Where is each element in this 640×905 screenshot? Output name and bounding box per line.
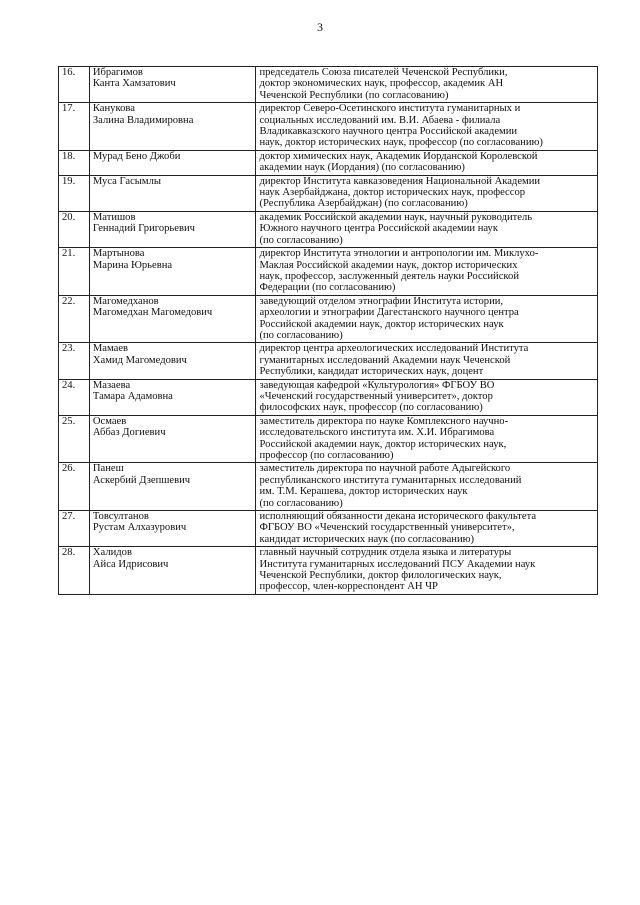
- row-number: 27.: [59, 511, 90, 547]
- position-line: Российской академии наук, доктор исторических наук,: [259, 438, 507, 450]
- table-row: [59, 295, 598, 343]
- position-line: Южного научного центра Российской академии наук: [259, 223, 499, 235]
- member-name: [89, 343, 256, 379]
- member-position: [256, 415, 598, 463]
- page-number: 3: [317, 20, 323, 34]
- table-row: [59, 415, 598, 463]
- name-line: Мамаев: [92, 343, 129, 355]
- position-line: исследовательского института им. Х.И. Ибрагимова: [259, 427, 495, 439]
- position-line: исполняющий обязанности декана исторического факультета: [259, 511, 537, 523]
- member-name: [89, 547, 256, 595]
- table-row: [59, 547, 598, 595]
- member-name: [89, 379, 256, 415]
- position-line: директор Института этнологии и антропологии им. Миклухо-: [259, 248, 539, 260]
- table-row: [59, 463, 598, 511]
- member-position: [256, 547, 598, 595]
- position-line: ФГБОУ ВО «Чеченский государственный университет»,: [259, 522, 515, 534]
- member-position: [256, 343, 598, 379]
- position-line: доктор химических наук, Академик Иорданской Королевской: [259, 150, 538, 162]
- table-row: [59, 343, 598, 379]
- position-line: Чеченской Республики (по согласованию): [259, 89, 449, 101]
- member-position: [256, 175, 598, 211]
- row-number: 21.: [59, 248, 90, 296]
- member-name: [89, 103, 256, 151]
- table-row: [59, 67, 598, 103]
- position-line: председатель Союза писателей Чеченской Республики,: [259, 67, 508, 78]
- member-position: [256, 379, 598, 415]
- table-row: [59, 379, 598, 415]
- member-position: [256, 67, 598, 103]
- row-number: 23.: [59, 343, 90, 379]
- position-line: наук, доктор исторических наук, профессор (по согласованию): [259, 137, 543, 149]
- name-line: Марина Юрьевна: [92, 259, 173, 271]
- position-line: республиканского института гуманитарных исследований: [259, 474, 522, 486]
- position-line: доктор экономических наук, профессор, академик АН: [259, 78, 504, 90]
- row-number: 28.: [59, 547, 90, 595]
- position-line: Чеченской Республики, доктор филологических наук,: [259, 570, 502, 582]
- member-name: [89, 67, 256, 103]
- row-number: 19.: [59, 175, 90, 211]
- member-position: [256, 103, 598, 151]
- name-line: Рустам Алхазурович: [92, 522, 187, 534]
- row-number: 17.: [59, 103, 90, 151]
- name-line: Геннадий Григорьевич: [92, 223, 195, 235]
- position-line: заведующий отделом этнографии Института истории,: [259, 295, 504, 307]
- table-row: [59, 103, 598, 151]
- row-number: 26.: [59, 463, 90, 511]
- table-row: [59, 150, 598, 175]
- row-number: 22.: [59, 295, 90, 343]
- position-line: (по согласованию): [259, 497, 343, 509]
- name-line: Матишов: [92, 211, 136, 223]
- name-line: Канта Хамзатович: [92, 78, 176, 90]
- name-line: Панеш: [92, 463, 124, 475]
- name-line: Осмаев: [92, 415, 127, 427]
- position-line: директор Института кавказоведения Национальной Академии: [259, 175, 541, 187]
- member-position: [256, 211, 598, 247]
- position-line: Российской академии наук, доктор исторических наук: [259, 318, 504, 330]
- member-name: [89, 463, 256, 511]
- table-row: [59, 248, 598, 296]
- position-line: академик Российской академии наук, научный руководитель: [259, 211, 533, 223]
- name-line: Хамид Магомедович: [92, 354, 187, 366]
- name-line: Аббаз Догиевич: [92, 427, 166, 439]
- name-line: Мазаева: [92, 379, 131, 391]
- position-line: социальных исследований им. В.И. Абаева - филиала: [259, 114, 501, 126]
- member-name: [89, 150, 256, 175]
- name-line: Тамара Адамовна: [92, 390, 173, 402]
- name-line: Айса Идрисович: [92, 558, 169, 570]
- member-position: [256, 150, 598, 175]
- members-table-body: [59, 67, 598, 595]
- position-line: «Чеченский государственный университет», доктор: [259, 390, 493, 402]
- position-line: заместитель директора по науке Комплексного научно-: [259, 415, 509, 427]
- position-line: профессор, член-корреспондент АН ЧР: [259, 581, 438, 593]
- member-position: [256, 511, 598, 547]
- position-line: директор Северо-Осетинского института гуманитарных и: [259, 103, 521, 115]
- name-line: Мартынова: [92, 248, 145, 260]
- position-line: Республики, кандидат исторических наук, доцент: [259, 366, 484, 378]
- table-row: [59, 511, 598, 547]
- position-line: заведующая кафедрой «Культурология» ФГБОУ ВО: [259, 379, 495, 391]
- position-line: (по согласованию): [259, 329, 343, 341]
- position-line: профессор (по согласованию): [259, 450, 394, 461]
- position-line: Федерации (по согласованию): [259, 282, 396, 294]
- name-line: Магомедханов: [92, 295, 159, 307]
- member-position: [256, 295, 598, 343]
- member-name: [89, 511, 256, 547]
- member-name: [89, 211, 256, 247]
- position-line: философских наук, профессор (по согласованию): [259, 402, 483, 414]
- position-line: Института гуманитарных исследований ПСУ Академии наук: [259, 558, 536, 570]
- position-line: академии наук (Иордания) (по согласованию): [259, 162, 465, 174]
- row-number: 18.: [59, 150, 90, 175]
- position-line: им. Т.М. Керашева, доктор исторических наук: [259, 486, 468, 498]
- member-name: [89, 295, 256, 343]
- name-line: Ибрагимов: [92, 67, 143, 78]
- member-name: [89, 175, 256, 211]
- name-line: Магомедхан Магомедович: [92, 307, 213, 319]
- row-number: 20.: [59, 211, 90, 247]
- row-number: 25.: [59, 415, 90, 463]
- name-line: Залина Владимировна: [92, 114, 194, 126]
- table-row: [59, 211, 598, 247]
- member-position: [256, 248, 598, 296]
- name-line: Халидов: [92, 547, 132, 559]
- member-name: [89, 248, 256, 296]
- member-position: [256, 463, 598, 511]
- position-line: директор центра археологических исследований Института: [259, 343, 529, 355]
- position-line: заместитель директора по научной работе Адыгейского: [259, 463, 511, 475]
- position-line: главный научный сотрудник отдела языка и литературы: [259, 547, 512, 559]
- position-line: (Республика Азербайджан) (по согласованию): [259, 198, 468, 210]
- position-line: наук Азербайджана, доктор исторических наук, профессор: [259, 187, 526, 199]
- row-number: 24.: [59, 379, 90, 415]
- position-line: кандидат исторических наук (по согласованию): [259, 533, 475, 545]
- row-number: 16.: [59, 67, 90, 103]
- position-line: наук, профессор, заслуженный деятель науки Российской: [259, 270, 519, 282]
- position-line: (по согласованию): [259, 234, 343, 246]
- member-name: [89, 415, 256, 463]
- name-line: Товсултанов: [92, 511, 149, 523]
- name-line: Муса Гасымлы: [92, 175, 161, 187]
- table-row: [59, 175, 598, 211]
- position-line: Маклая Российской академии наук, доктор исторических: [259, 259, 518, 271]
- members-table: [58, 66, 598, 595]
- name-line: Аскербий Дзепшевич: [92, 474, 191, 486]
- position-line: археологии и этнографии Дагестанского научного центра: [259, 307, 519, 319]
- position-line: гуманитарных исследований Академии наук Чеченской: [259, 354, 511, 366]
- name-line: Мурад Бено Джоби: [92, 150, 181, 162]
- position-line: Владикавказского научного центра Российской академии: [259, 126, 518, 138]
- name-line: Канукова: [92, 103, 135, 115]
